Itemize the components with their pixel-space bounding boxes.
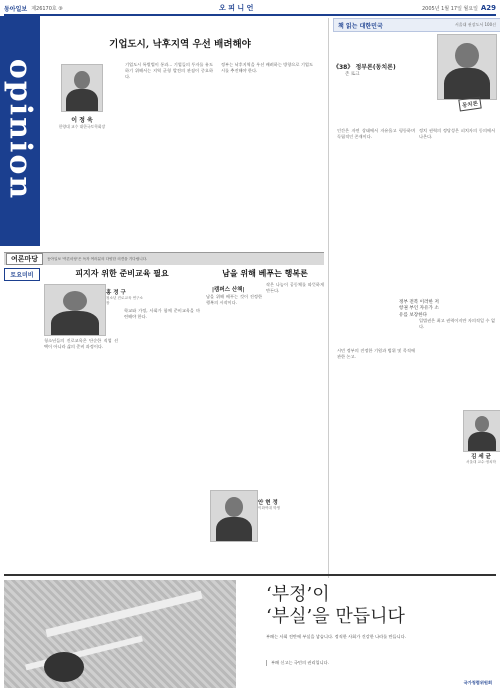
review-text-b: 정치 권력의 정당성은 피치자의 동의에서 나온다. <box>419 128 495 140</box>
ad-headline <box>266 584 405 628</box>
article3-body-b: 작은 나눔이 공동체를 따뜻하게 만든다. <box>266 282 324 294</box>
article2-author-role: 청소년 진로교육 연구소장 <box>106 296 143 305</box>
forum-note: 동아일보 '여론마당'은 독자 여러분의 다양한 의견을 기다립니다. <box>47 256 148 261</box>
ad-sponsor: 국가청렴위원회 <box>463 680 492 685</box>
author-name: 이 정 욱 <box>71 117 93 124</box>
critic-block <box>463 410 499 465</box>
article3-headline: 남을 위해 베푸는 행복론 <box>222 268 308 278</box>
article3-kicker: |캠퍼스 산책| <box>212 287 245 293</box>
article2-author-name: 홍 정 구 <box>106 290 126 296</box>
advertisement <box>4 574 496 690</box>
forum-bar <box>4 252 324 265</box>
left-column-logo: 토요미비 <box>4 268 40 281</box>
critic-photo <box>463 410 500 452</box>
critic-role: 서울대 교수·정치학 <box>465 460 497 464</box>
article3-author-photo <box>210 490 258 542</box>
article2-headline: 피지자 위한 준비교육 필요 <box>75 268 169 278</box>
article-campus <box>206 268 324 568</box>
sidebar-title: 책 읽는 대한민국 <box>338 22 383 30</box>
ad-copy: 부패는 사회 전반에 부실을 낳습니다. 정직한 사회가 건강한 나라를 만듭니다. <box>266 634 407 639</box>
page-number: A29 <box>480 4 496 12</box>
section-title: 오 피 니 언 <box>219 4 254 12</box>
issue-date: 2005년 1월 17일 월요일 <box>421 5 478 12</box>
article-education <box>44 268 200 568</box>
page-header <box>4 2 496 16</box>
article2-author-photo <box>44 284 106 336</box>
review-text-c: 입법권은 최고 권력이지만 자의적일 수 없다. <box>419 318 495 330</box>
author-photo <box>61 64 103 112</box>
article2-body-a: 청소년들의 진로교육은 단순한 직업 선택이 아니라 삶의 준비 과정이다. <box>44 338 118 350</box>
column-author <box>47 64 117 129</box>
article3-author-name: 안 현 정 <box>258 500 278 506</box>
article2-body-b: 학교와 가정, 사회가 함께 준비교육을 마련해야 한다. <box>124 308 200 320</box>
edition-number: 제26170호 ⑨ <box>31 5 63 12</box>
article3-author-role: 이화여대 학생 <box>258 506 280 510</box>
forum-label: 여론마당 <box>6 253 43 265</box>
book-title: 《38》 정부론(동치론) <box>333 64 396 71</box>
book-author: 존 로크 <box>345 72 360 77</box>
portrait-image <box>437 34 497 100</box>
sidebar-title-bar <box>333 18 500 32</box>
book-stamp: 동치론 <box>458 97 481 112</box>
opinion-band <box>0 16 40 246</box>
ad-headline-line1: ‘부정’이 <box>266 584 330 605</box>
pull-quote: 정부 전복 이러한 저항권 부인 자유가 소유를 보장한다 <box>399 300 439 318</box>
left-column <box>4 268 40 568</box>
ad-headline-line2: ‘부실’을 만듭니다 <box>266 606 405 627</box>
ad-copy-secondary: 부패 신고는 국민의 권리입니다. <box>266 660 481 666</box>
column-headline: 기업도시, 낙후지역 우선 배려해야 <box>109 39 251 50</box>
opinion-band-label: opinion <box>2 58 38 201</box>
article3-body-a: 남을 위해 베푸는 것이 진정한 행복의 시작이다. <box>206 294 262 306</box>
ad-image <box>4 580 236 688</box>
column-body-b: 정부는 낙후지역을 우선 배려하는 방향으로 기업도시를 추진해야 한다. <box>221 62 313 74</box>
sidebar-subtitle: 서울대 권장도서 100선 <box>454 22 496 27</box>
author-role: 한양대 교수 대한국토학회장 <box>58 124 106 129</box>
column-article <box>45 20 315 248</box>
review-text-a: 인간은 자연 상태에서 자유롭고 평등하며 독립적인 존재이다. <box>337 128 415 140</box>
critic-name: 김 세 균 <box>471 454 491 460</box>
reading-sidebar <box>328 18 500 578</box>
masthead: 동아일보 <box>4 5 28 13</box>
column-body-a: 기업도시 특별법이 통과... 기업들의 투자를 유도하기 위해서는 지역 균형 발전의 관점이 중요하다. <box>125 62 213 80</box>
review-text-d: 시민 정부의 진정한 기원과 범위 및 목적에 관한 논고. <box>337 348 415 360</box>
